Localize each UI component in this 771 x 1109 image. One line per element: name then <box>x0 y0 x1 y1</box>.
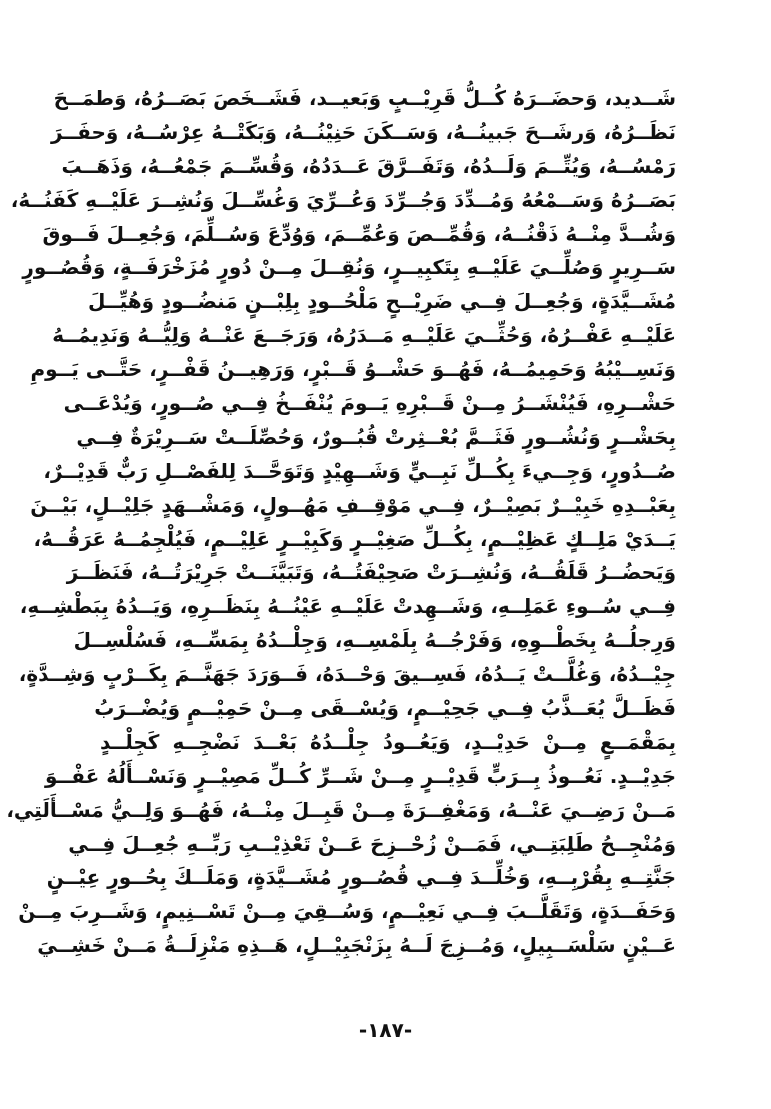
text-line: صُــدُورٍ، وَجِــيءَ بِكُــلِّ نَبِــيٍّ وَشَــهِيْدٍ وَتَوَحَّــدَ لِلفَصْــلِ رَبٌّ قَدِيْــرٌ، <box>43 458 676 483</box>
text-line: بَصَــرُهُ وَسَــمْعُهُ وَمُــدِّدَ وَجُــرِّدَ وَعُــرِّيَ وَغُسِّــلَ وَنُشِــرَ عَلَيْــهِ كَفَنُــهُ، <box>10 187 676 212</box>
text-line: عَــيْنٍ سَلْسَــبِيلٍ، وَمُــزِجَ لَــهُ بِزَنْجَبِيْــلٍ، هَــذِهِ مَنْزِلَــةُ مَــنْ خَشِــيَ <box>37 933 676 958</box>
text-line: يَــدَيْ مَلِــكٍ عَظِيْــمٍ، بِكُــلِّ صَغِيْــرٍ وَكَبِيْــرٍ عَلِيْــمٍ، فَيُلْجِمُــهُ عَرَقُــهُ، <box>33 526 676 551</box>
text-line: نَظَــرُهُ، وَرشَــحَ جَبينُــهُ، وَسَــكَنَ حَنِيْنُــهُ، وَبَكَتْــهُ عِرْسُــهُ، وَحفَــرَ <box>50 119 676 144</box>
text-line: فَظَــلَّ يُعَــذَّبُ فِــي جَحِيْــمٍ، وَيُسْــقَى مِــنْ حَمِيْــمٍ وَيُضْــرَبُ <box>94 696 676 721</box>
text-line: شَــديد، وَحضَــرَهُ كُــلُّ قَرِيْــبٍ وَبَعيــد، فَشَــخَصَ بَصَــرُهُ، وَطمَــحَ <box>53 86 676 110</box>
text-line: وَرِجلُــهُ بِخَطْــوِهِ، وَفَرْجُــهُ بِلَمْسِــهِ، وَجِلْــدُهُ بِمَسِّــهِ، فَسُلْسِــلَ <box>73 628 676 653</box>
text-line: وَمُنْجِــحُ طَلِبَتِــي، فَمَــنْ زُحْــزِحَ عَــنْ تَعْذِيْــبِ رَبِّــهِ جُعِــلَ فِــي <box>68 831 676 856</box>
text-line: جَدِيْــدٍ. نَعُــوذُ بِــرَبٍّ قَدِيْــرٍ مِــنْ شَــرِّ كُــلِّ مَصِيْــرٍ وَنَسْــأَلُهُ عَفْــوَ <box>45 763 676 788</box>
text-line: وَحَفَــدَةٍ، وَتَقَلَّــبَ فِــي نَعِيْــمٍ، وَسُــقِيَ مِــنْ تَسْــنِيمٍ، وَشَــرِبَ مِــنْ <box>18 899 676 924</box>
text-line: بِمَقْمَــعٍ مِــنْ حَدِيْــدٍ، وَيَعُــودُ جِلْــدُهُ بَعْــدَ نَضْجِــهِ كَجِلْــدٍ <box>100 729 676 754</box>
text-line: بِحَشْــرٍ وَنُشُــورٍ فَثَــمَّ بُعْــثِرتْ قُبُــورٌ، وَحُصِّلَــتْ سَــرِيْرَةٌ فِــي <box>76 424 676 449</box>
text-line: جِيْــدُهُ، وَغُلَّــتْ يَــدُهُ، فَسِــيقَ وَحْــدَهُ، فَــوَرَدَ جَهَنَّــمَ بِكَــرْبٍ وَشِــدَّةٍ، <box>18 662 676 687</box>
text-line: وَشُــدَّ مِنْــهُ ذَقْنُــهُ، وَقُمِّــصَ وَعُمِّــمَ، وَوُدِّعَ وَسُــلِّمَ، وَجُعِــلَ فَــوقَ <box>42 221 676 246</box>
text-line: فِــي سُــوءِ عَمَلِــهِ، وَشَــهِدتْ عَلَيْــهِ عَيْنُــهُ بِنَظَــرِهِ، وَيَــدُهُ بِبَطْشِــهِ، <box>19 594 676 619</box>
body-text <box>6 82 676 963</box>
text-line: رَمْسُــهُ، وَيُتِّــمَ وَلَــدُهُ، وَتَفَــرَّقَ عَــدَدُهُ، وَقُسِّــمَ جَمْعُــهُ، وَذَهَــبَ <box>61 153 676 178</box>
text-line: مُشَــيَّدَةٍ، وَجُعِــلَ فِــي ضَرِيْــحٍ مَلْحُــودٍ بِلِبْــنٍ مَنضُــودٍ وَهُيِّــلَ <box>88 289 676 314</box>
text-line: وَنَسِــيْبُهُ وَحَمِيمُــهُ، فَهُــوَ حَشْــوُ قَــبْرٍ، وَرَهِيــنُ قَفْــرٍ، حَتَّــى يَــومِ <box>30 357 676 382</box>
text-line: سَــرِيرٍ وَصُلِّــيَ عَلَيْــهِ بِتَكبِيــرٍ، وَنُقِــلَ مِــنْ دُورٍ مُزَخْرَفَــةٍ، وَقُصُــورٍ <box>22 255 676 280</box>
text-line: جَنَّتِــهِ بِقُرْبِــهِ، وَخُلِّــدَ فِــي قُصُــورٍ مُشَــيَّدَةٍ، وَمَلَــكَ بِحُــورٍ عِيْــنٍ <box>46 865 676 890</box>
text-line: مَــنْ رَضِــيَ عَنْــهُ، وَمَغْفِــرَةَ مِــنْ قَبِــلَ مِنْــهُ، فَهُــوَ وَلِــيُّ مَسْــأَلَتِي، <box>6 797 676 822</box>
text-line: حَشْــرِهِ، فَيُنْشَــرُ مِــنْ قَــبْرِهِ يَــومَ يُنْفَــخُ فِــي صُــورٍ، وَيُدْعَــى <box>63 391 676 416</box>
text-line: عَلَيْــهِ عَفْــرُهُ، وَحُثِّــيَ عَلَيْــهِ مَــدَرُهُ، وَرَجَــعَ عَنْــهُ وَلِيُّــهُ وَنَدِيمُــهُ <box>52 323 676 348</box>
text-line: وَيَحضُــرُ قَلَقُــهُ، وَنُشِــرَتْ صَحِيْفَتُــهُ، وَتَبَيَّنَــتْ جَرِيْرَتُــهُ، فَنَظَــرَ <box>66 560 676 585</box>
page-number: -١٨٧- <box>358 1018 413 1042</box>
text-line: بِعَبْــدِهِ خَبِيْــرٌ بَصِيْــرٌ، فِــي مَوْقِــفِ مَهُــولٍ، وَمَشْــهَدٍ جَلِيْــلٍ، بَيْــنَ <box>30 492 676 517</box>
